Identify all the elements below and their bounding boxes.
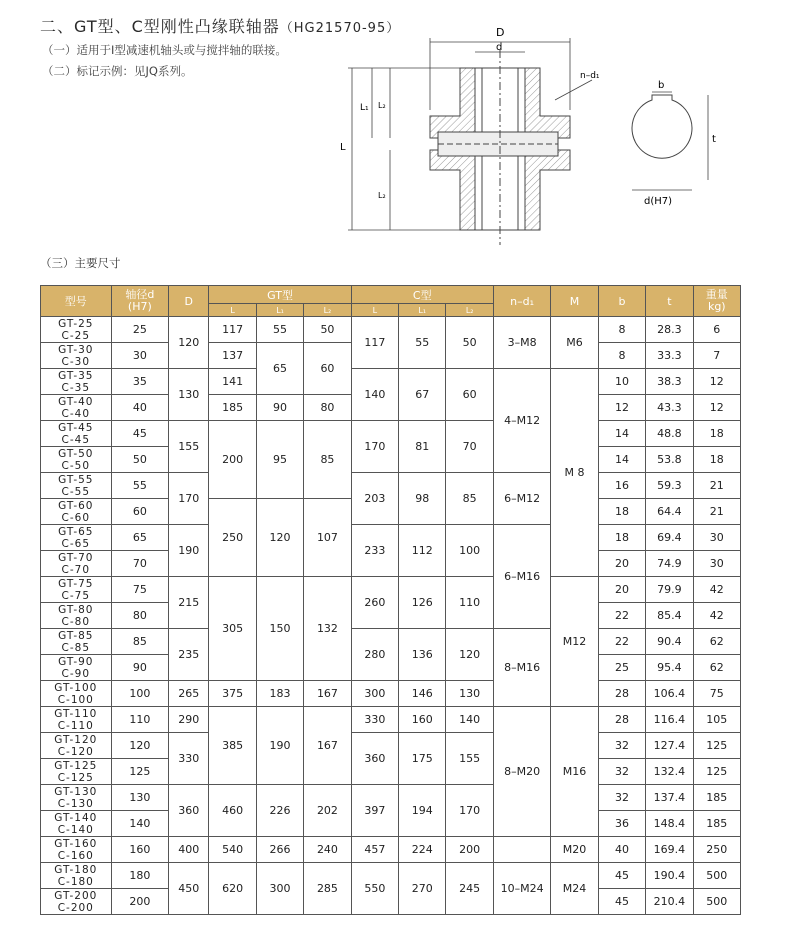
cell-d: 30 [111,343,168,369]
dim-D-label: D [496,26,505,39]
cell-GL: 200 [209,421,256,499]
cell-b: 8 [598,343,645,369]
cell-model: GT-30 C-30 [41,343,112,369]
cell-model: GT-35 C-35 [41,369,112,395]
cell-CL1: 55 [399,317,446,369]
cell-CL1: 81 [399,421,446,473]
header-t: t [646,286,693,317]
cell-d: 90 [111,655,168,681]
cell-CL: 330 [351,707,398,733]
cell-GL2: 85 [304,421,351,499]
cell-GL2: 132 [304,577,351,681]
cell-w: 185 [693,811,740,837]
cell-t: 132.4 [646,759,693,785]
cell-M: M6 [551,317,598,369]
cell-GL1: 226 [256,785,303,837]
cell-D: 450 [169,863,209,915]
cell-model: GT-45 C-45 [41,421,112,447]
cell-w: 21 [693,473,740,499]
cell-b: 14 [598,421,645,447]
cell-model: GT-60 C-60 [41,499,112,525]
cell-GL: 137 [209,343,256,369]
cell-CL: 550 [351,863,398,915]
cell-D: 290 [169,707,209,733]
cell-model: GT-50 C-50 [41,447,112,473]
cell-model: GT-65 C-65 [41,525,112,551]
cell-GL1: 65 [256,343,303,395]
cell-CL: 203 [351,473,398,525]
cell-CL: 360 [351,733,398,785]
table-row [41,707,741,733]
cell-GL: 540 [209,837,256,863]
cell-GL1: 55 [256,317,303,343]
cell-t: 127.4 [646,733,693,759]
cell-M: M16 [551,707,598,837]
cell-t: 43.3 [646,395,693,421]
cell-CL2: 140 [446,707,493,733]
header-nd1: n–d₁ [493,286,550,317]
note-usage: （一）适用于Ⅰ型减速机轴头或与搅拌轴的联接。 [42,43,287,57]
cell-model: GT-80 C-80 [41,603,112,629]
cell-t: 90.4 [646,629,693,655]
cell-D: 120 [169,317,209,369]
coupling-section-drawing [330,20,610,250]
cell-D: 215 [169,577,209,629]
cell-t: 28.3 [646,317,693,343]
cell-CL1: 98 [399,473,446,525]
cell-w: 21 [693,499,740,525]
keyway-section-drawing [620,70,740,210]
cell-CL: 457 [351,837,398,863]
cell-b: 18 [598,525,645,551]
cell-w: 30 [693,551,740,577]
cell-model: GT-100 C-100 [41,681,112,707]
cell-nd1 [493,837,550,863]
cell-b: 28 [598,681,645,707]
cell-w: 12 [693,369,740,395]
cell-d: 85 [111,629,168,655]
cell-GL1: 120 [256,499,303,577]
cell-GL: 185 [209,395,256,421]
cell-GL1: 300 [256,863,303,915]
cell-model: GT-25 C-25 [41,317,112,343]
cell-w: 62 [693,655,740,681]
cell-b: 32 [598,785,645,811]
header-D: D [169,286,209,317]
cell-t: 38.3 [646,369,693,395]
cell-d: 110 [111,707,168,733]
header-C-L2: L₂ [446,304,493,317]
dim-L-label: L [340,142,346,153]
cell-CL2: 170 [446,785,493,837]
cell-CL: 233 [351,525,398,577]
cell-model: GT-140 C-140 [41,811,112,837]
table-row [41,733,741,759]
cell-CL1: 126 [399,577,446,629]
cell-w: 250 [693,837,740,863]
cell-b: 32 [598,733,645,759]
cell-model: GT-75 C-75 [41,577,112,603]
cell-model: GT-110 C-110 [41,707,112,733]
cell-d: 120 [111,733,168,759]
cell-GL: 620 [209,863,256,915]
cell-b: 14 [598,447,645,473]
cell-t: 106.4 [646,681,693,707]
cell-CL: 170 [351,421,398,473]
cell-D: 360 [169,785,209,837]
table-row [41,837,741,863]
cell-d: 100 [111,681,168,707]
cell-t: 79.9 [646,577,693,603]
cell-d: 35 [111,369,168,395]
cell-CL1: 224 [399,837,446,863]
dimension-table [40,285,741,915]
cell-GL: 375 [209,681,256,707]
cell-d: 160 [111,837,168,863]
cell-D: 265 [169,681,209,707]
cell-CL2: 50 [446,317,493,369]
cell-b: 22 [598,603,645,629]
table-row [41,681,741,707]
cell-CL: 140 [351,369,398,421]
cell-d: 75 [111,577,168,603]
cell-GL1: 150 [256,577,303,681]
header-GT-L2: L₂ [304,304,351,317]
cell-nd1: 3–M8 [493,317,550,369]
cell-CL2: 200 [446,837,493,863]
cell-CL1: 136 [399,629,446,681]
cell-model: GT-130 C-130 [41,785,112,811]
dim-t-label: t [712,134,716,145]
cell-model: GT-85 C-85 [41,629,112,655]
table-row [41,369,741,395]
header-GT-L: L [209,304,256,317]
cell-t: 48.8 [646,421,693,447]
cell-CL1: 270 [399,863,446,915]
cell-GL2: 285 [304,863,351,915]
table-row [41,317,741,343]
table-row [41,785,741,811]
cell-D: 235 [169,629,209,681]
cell-w: 42 [693,603,740,629]
header-model: 型号 [41,286,112,317]
cell-CL2: 130 [446,681,493,707]
section-heading: （三）主要尺寸 [40,256,121,270]
cell-w: 500 [693,889,740,915]
cell-GL2: 107 [304,499,351,577]
cell-CL: 260 [351,577,398,629]
cell-model: GT-40 C-40 [41,395,112,421]
cell-model: GT-160 C-160 [41,837,112,863]
cell-b: 28 [598,707,645,733]
cell-w: 62 [693,629,740,655]
cell-w: 42 [693,577,740,603]
cell-D: 155 [169,421,209,473]
cell-GL: 117 [209,317,256,343]
cell-CL1: 160 [399,707,446,733]
cell-w: 125 [693,759,740,785]
cell-CL2: 85 [446,473,493,525]
cell-CL: 280 [351,629,398,681]
cell-nd1: 10–M24 [493,863,550,915]
cell-D: 330 [169,733,209,785]
cell-b: 22 [598,629,645,655]
cell-d: 180 [111,863,168,889]
cell-t: 116.4 [646,707,693,733]
cell-w: 18 [693,447,740,473]
table-row [41,473,741,499]
cell-CL2: 100 [446,525,493,577]
cell-CL2: 70 [446,421,493,473]
cell-CL1: 175 [399,733,446,785]
cell-model: GT-70 C-70 [41,551,112,577]
cell-d: 55 [111,473,168,499]
cell-CL1: 112 [399,525,446,577]
cell-GL1: 183 [256,681,303,707]
cell-b: 45 [598,863,645,889]
cell-GL2: 60 [304,343,351,395]
cell-b: 45 [598,889,645,915]
cell-d: 125 [111,759,168,785]
cell-t: 95.4 [646,655,693,681]
cell-GL2: 50 [304,317,351,343]
cell-M: M24 [551,863,598,915]
dim-L2-lower-label: L₂ [378,191,386,200]
cell-d: 80 [111,603,168,629]
cell-GL1: 95 [256,421,303,499]
cell-CL2: 120 [446,629,493,681]
cell-D: 400 [169,837,209,863]
cell-model: GT-200 C-200 [41,889,112,915]
table-row [41,525,741,551]
cell-CL: 300 [351,681,398,707]
cell-GL2: 167 [304,707,351,785]
cell-t: 137.4 [646,785,693,811]
table-row [41,863,741,889]
cell-t: 169.4 [646,837,693,863]
cell-model: GT-120 C-120 [41,733,112,759]
cell-M: M20 [551,837,598,863]
page-title: 二、GT型、C型刚性凸缘联轴器（HG21570-95） [40,17,401,36]
cell-t: 53.8 [646,447,693,473]
cell-nd1: 6–M12 [493,473,550,525]
cell-b: 40 [598,837,645,863]
cell-D: 130 [169,369,209,421]
cell-CL1: 194 [399,785,446,837]
cell-b: 20 [598,551,645,577]
cell-M: M12 [551,577,598,707]
dim-dH7-label: d(H7) [644,196,673,207]
cell-b: 12 [598,395,645,421]
cell-w: 75 [693,681,740,707]
header-bore: 轴径d (H7) [111,286,168,317]
cell-d: 45 [111,421,168,447]
cell-GL2: 202 [304,785,351,837]
table-row [41,421,741,447]
cell-GL1: 266 [256,837,303,863]
cell-w: 12 [693,395,740,421]
cell-CL2: 245 [446,863,493,915]
cell-GL2: 80 [304,395,351,421]
cell-CL2: 110 [446,577,493,629]
cell-nd1: 6–M16 [493,525,550,629]
cell-b: 16 [598,473,645,499]
header-b: b [598,286,645,317]
cell-d: 140 [111,811,168,837]
cell-model: GT-125 C-125 [41,759,112,785]
cell-w: 7 [693,343,740,369]
cell-CL: 117 [351,317,398,369]
note-marking: （二）标记示例：见JQ系列。 [42,64,193,78]
cell-model: GT-180 C-180 [41,863,112,889]
cell-GL: 385 [209,707,256,785]
cell-nd1: 4–M12 [493,369,550,473]
cell-b: 8 [598,317,645,343]
cell-t: 210.4 [646,889,693,915]
cell-t: 148.4 [646,811,693,837]
cell-GL: 141 [209,369,256,395]
cell-t: 74.9 [646,551,693,577]
cell-w: 30 [693,525,740,551]
cell-GL: 305 [209,577,256,681]
cell-CL2: 60 [446,369,493,421]
cell-GL1: 190 [256,707,303,785]
cell-b: 20 [598,577,645,603]
cell-D: 170 [169,473,209,525]
cell-d: 50 [111,447,168,473]
cell-GL: 250 [209,499,256,577]
dim-nd1-label: n–d₁ [580,71,600,81]
dim-b-label: b [658,80,665,91]
cell-w: 125 [693,733,740,759]
cell-CL1: 146 [399,681,446,707]
cell-t: 85.4 [646,603,693,629]
cell-model: GT-90 C-90 [41,655,112,681]
dim-L1-label: L₁ [360,103,369,113]
table-row [41,629,741,655]
cell-M: M 8 [551,369,598,577]
header-C: C型 [351,286,493,304]
cell-b: 25 [598,655,645,681]
header-GT: GT型 [209,286,351,304]
cell-d: 130 [111,785,168,811]
cell-b: 18 [598,499,645,525]
header-M: M [551,286,598,317]
cell-GL1: 90 [256,395,303,421]
cell-w: 18 [693,421,740,447]
cell-D: 190 [169,525,209,577]
cell-w: 185 [693,785,740,811]
cell-w: 500 [693,863,740,889]
cell-b: 32 [598,759,645,785]
cell-d: 40 [111,395,168,421]
cell-CL2: 155 [446,733,493,785]
cell-nd1: 8–M16 [493,629,550,707]
header-GT-L1: L₁ [256,304,303,317]
header-C-L1: L₁ [399,304,446,317]
cell-w: 105 [693,707,740,733]
cell-t: 59.3 [646,473,693,499]
table-row [41,577,741,603]
cell-t: 33.3 [646,343,693,369]
cell-d: 65 [111,525,168,551]
cell-GL2: 167 [304,681,351,707]
header-C-L: L [351,304,398,317]
cell-b: 36 [598,811,645,837]
header-weight: 重量 kg) [693,286,740,317]
cell-t: 190.4 [646,863,693,889]
cell-b: 10 [598,369,645,395]
cell-nd1: 8–M20 [493,707,550,837]
dim-d-label: d [496,42,503,53]
cell-d: 25 [111,317,168,343]
cell-model: GT-55 C-55 [41,473,112,499]
dim-L2-label: L₂ [378,101,386,110]
cell-d: 60 [111,499,168,525]
cell-CL1: 67 [399,369,446,421]
cell-t: 64.4 [646,499,693,525]
cell-d: 70 [111,551,168,577]
cell-GL2: 240 [304,837,351,863]
cell-t: 69.4 [646,525,693,551]
cell-GL: 460 [209,785,256,837]
cell-d: 200 [111,889,168,915]
cell-CL: 397 [351,785,398,837]
cell-w: 6 [693,317,740,343]
